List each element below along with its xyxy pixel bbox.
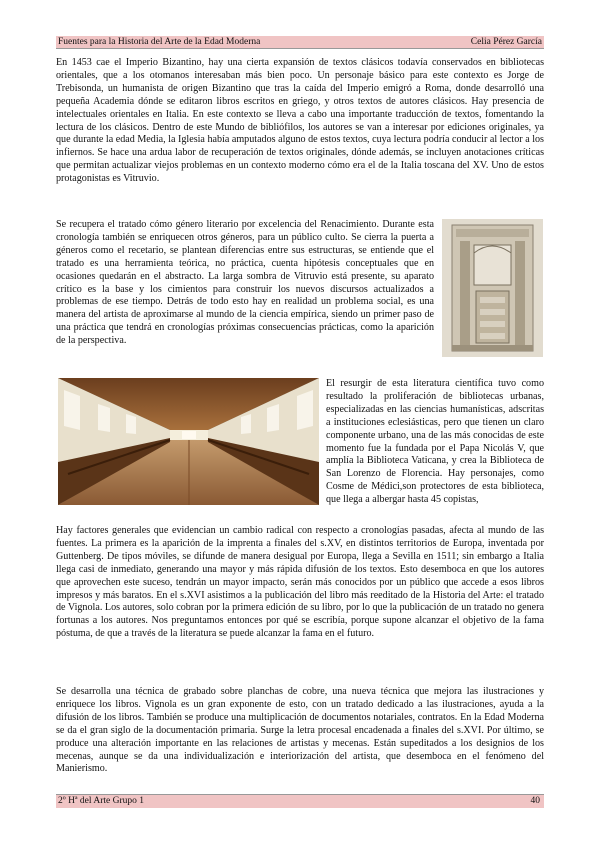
page-footer bbox=[56, 794, 544, 808]
facade-engraving-image bbox=[442, 219, 543, 357]
library-interior-photo bbox=[58, 378, 319, 505]
header-course-title: Fuentes para la Historia del Arte de la Edad Moderna bbox=[58, 37, 261, 47]
page-number: 40 bbox=[530, 796, 540, 806]
footer-group: 2º Hª del Arte Grupo 1 bbox=[58, 796, 145, 806]
header-author: Celia Pérez García bbox=[470, 37, 542, 47]
page-header bbox=[56, 36, 544, 49]
paragraph-printing-press: Hay factores generales que evidencian un cambio radical con respecto a cronologías pasadas, afecta al mundo de las fuentes. La primera es la aparición de la imprenta a finales del s.XV, en distintos territorios de Europa, inventada por Guttenberg. De tipos móviles, se difunde de manera desigual por Europa, llega a Sevilla en 1511; sin embargo a Italia llega casi de inmediato, generando una mayor y más rápida difusión de los textos. Esto desemboca en que los autores que aprovechen este suceso, tendrán un mayor impacto, serán más conocidos por un público que accede a esos libros impresos y más baratos. En el s.XVI asistimos a la publicación del libro más reeditado de la Historia del Arte: el tratado de Vignola. Los autores, solo cobran por la primera edición de su libro, por lo que la publicación de un tratado no genera fortunas a los autores. Nos preguntamos entonces por qué se escribía, porque supone alcanzar el objetivo de la fama póstuma, de que a través de la literatura se puede alcanzar la fama en el futuro. bbox=[56, 525, 544, 640]
paragraph-urban-libraries: El resurgir de esta literatura científica tuvo como resultado la proliferación de bibliotecas urbanas, especializadas en las ciencias humanísticas, adscritas a instituciones eclesiásticas, pero que tienen un claro componente urbano, una de las más conocidas de este momento fue la fundada por el Papa Nicolás V, que amplía la Biblioteca Vaticana, y crea la Biblioteca de San Lorenzo de Florencia. Hay personajes, como Cosme de Médici,son protectores de esta biblioteca, que llega a albergar hasta 45 copistas, bbox=[326, 378, 544, 506]
paragraph-treatise-genre: Se recupera el tratado cómo género literario por excelencia del Renacimiento. Durante esta cronología también se enriquecen otros géneros, para un público culto. Se cierra la puerta a géneros como el recetario, se plantean diferencias entre sus estructuras, se entiende que el tratado es una herramienta teórica, no práctica, cuenta hipótesis conceptuales que en ocasiones quedarán en el abstracto. La larga sombra de Vitruvio está presente, su aparato crítico es la base y los cimientos para construir los nuevos discursos actualizados a problemas de ese tiempo. Detrás de todo esto hay en realidad un problema social, es una manera del artista de aproximarse al mundo de la ciencia empírica, siendo un primer paso de una práctica que tendrá en cronologías próximas consecuencias prácticas, como la aparición de la perspectiva. bbox=[56, 219, 434, 347]
paragraph-byzantine-context: En 1453 cae el Imperio Bizantino, hay una cierta expansión de textos clásicos todavía conservados en bibliotecas orientales, que a los otomanos interesaban más bien poco. Un personaje básico para este contexto es Jorge de Trebisonda, un humanista de origen Bizantino que tras la caída del Imperio emigró a Roma, donde desarrolló una pequeña Academia dónde se editaron libros escritos en griego, y otros textos de autores clásicos. Hay presencia de intelectuales orientales en Italia. En este contexto se lleva a cabo una importante traducción de textos, fomentando la lectura de los clásicos. Dentro de este Mundo de bibliófilos, los autores se van a interesar por ediciones originales, ya que durante la edad Media, la Iglesia había amputados alguno de estos textos, cuya lectura podría conducir al lector a los infiernos. Se hace una ardua labor de recuperación de textos originales, dónde además, se incluyen anotaciones críticas que permitan actualizar viejos problemas en un contexto moderno cómo era el de la Italia toscana del XV. Uno de estos protagonistas es Vitruvio. bbox=[56, 57, 544, 185]
paragraph-engraving-technique: Se desarrolla una técnica de grabado sobre planchas de cobre, una nueva técnica que mejora las ilustraciones y enriquece los libros. Vignola es un gran exponente de esto, con un tratado dedicado a las ilustraciones, ayuda a la difusión de los libros. También se produce una multiplicación de documentos notariales, contratos. En la Edad Moderna se da el gran siglo de la documentación primaria. Surge la letra procesal encadenada a finales del s.XVI. Por último, se produce una alteración importante en las relaciones de artistas y mecenas. Están supeditados a los designios de los mecenas, aunque se da una individualización e interiorización del artista, que desemboca en el fenómeno del Manierismo. bbox=[56, 686, 544, 775]
